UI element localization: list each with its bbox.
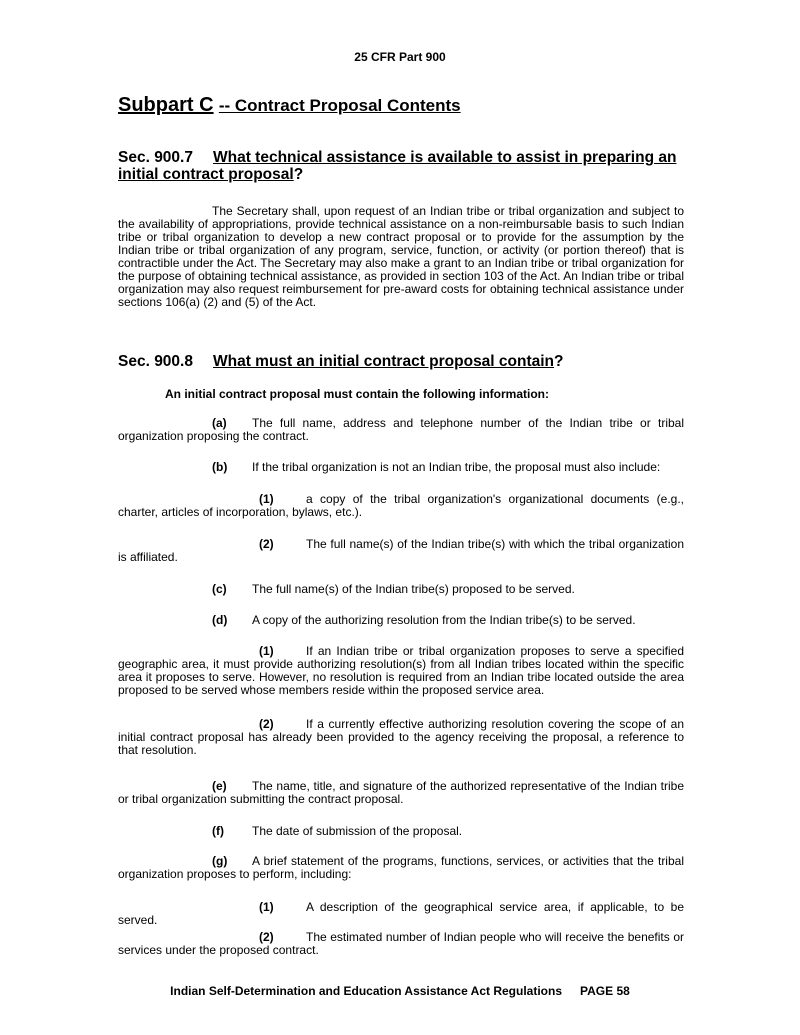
item-label: (2) xyxy=(259,717,274,731)
item-label: (1) xyxy=(259,900,274,914)
item-label: (c) xyxy=(212,582,227,596)
item-label: (1) xyxy=(259,492,274,506)
item-b xyxy=(118,461,684,474)
section-900-7-heading xyxy=(118,149,688,183)
section-900-8-heading xyxy=(118,353,688,370)
page-number: PAGE 58 xyxy=(580,984,630,998)
subpart-title xyxy=(118,94,718,117)
question-mark: ? xyxy=(293,166,304,183)
subpart-heading: -- Contract Proposal Contents xyxy=(218,96,461,115)
item-label: (d) xyxy=(212,613,228,627)
item-label: (a) xyxy=(212,416,227,430)
item-label: (f) xyxy=(212,824,224,838)
item-text: The estimated number of Indian people who will receive the benefits or services under the proposed contract. xyxy=(118,930,684,957)
item-g xyxy=(118,855,684,881)
item-b-1 xyxy=(118,493,684,519)
item-label: (e) xyxy=(212,779,227,793)
item-a xyxy=(118,417,684,443)
item-text: A brief statement of the programs, functions, services, or activities that the tribal organization proposes to perform, including: xyxy=(118,854,684,881)
item-text: The full name(s) of the Indian tribe(s) with which the tribal organization is affiliated. xyxy=(118,537,684,564)
item-d xyxy=(118,614,684,627)
item-text: A description of the geographical service area, if applicable, to be served. xyxy=(118,900,684,927)
item-text: The full name(s) of the Indian tribe(s) proposed to be served. xyxy=(252,582,575,596)
item-label: (g) xyxy=(212,854,228,868)
item-text: A copy of the authorizing resolution from the Indian tribe(s) to be served. xyxy=(252,613,636,627)
item-text: If a currently effective authorizing resolution covering the scope of an initial contract proposal has already been provided to the agency receiving the proposal, a reference to that resolution. xyxy=(118,717,684,757)
item-text: If an Indian tribe or tribal organization proposes to serve a specified geographic area, it must provide authorizing resolution(s) from all Indian tribes located within the specific area it proposes to serve. However, no resolution is required from an Indian tribe located outside the area proposed to be served whose members reside within the proposed service area. xyxy=(118,644,684,697)
section-900-7-body: The Secretary shall, upon request of an Indian tribe or tribal organization and subject to the availability of appropriations, provide technical assistance on a non-reimbursable basis to such Indian tribe or tribal organization to develop a new contract proposal or to provide for the assumption by the Indian tribe or tribal organization of any program, service, function, or activity (or portion thereof) that is contractible under the Act. The Secretary may also make a grant to an Indian tribe or tribal organization for the purpose of obtaining technical assistance, as provided in section 103 of the Act. An Indian tribe or tribal organization may also request reimbursement for pre-award costs for obtaining technical assistance under sections 106(a) (2) and (5) of the Act. xyxy=(118,204,684,309)
item-b-2 xyxy=(118,538,684,564)
section-question: What must an initial contract proposal contain xyxy=(213,353,555,370)
item-text: a copy of the tribal organization's organizational documents (e.g., charter, articles of incorporation, bylaws, etc.). xyxy=(118,492,684,519)
item-label: (1) xyxy=(259,644,274,658)
section-question: What technical assistance is available to assist in preparing an initial contract proposal xyxy=(118,149,677,183)
section-number: Sec. 900.7 xyxy=(118,149,193,166)
item-label: (b) xyxy=(212,460,228,474)
item-d-1 xyxy=(118,645,684,697)
item-d-2 xyxy=(118,718,684,757)
item-c xyxy=(118,583,684,596)
item-f xyxy=(118,825,684,838)
question-mark: ? xyxy=(554,353,564,370)
item-text: If the tribal organization is not an Indian tribe, the proposal must also include: xyxy=(252,460,661,474)
subpart-label: Subpart C xyxy=(118,94,214,116)
item-g-1 xyxy=(118,901,684,927)
page-footer xyxy=(0,984,800,998)
item-label: (2) xyxy=(259,930,274,944)
item-g-2 xyxy=(118,931,684,957)
section-number: Sec. 900.8 xyxy=(118,353,193,370)
section-900-8-lead: An initial contract proposal must contain the following information: xyxy=(165,387,549,401)
item-text: The date of submission of the proposal. xyxy=(252,824,463,838)
page-header: 25 CFR Part 900 xyxy=(354,50,446,64)
footer-title: Indian Self-Determination and Education Assistance Act Regulations xyxy=(170,984,563,998)
item-label: (2) xyxy=(259,537,274,551)
item-text: The name, title, and signature of the authorized representative of the Indian tribe or tribal organization submitting the contract proposal. xyxy=(118,779,684,806)
item-e xyxy=(118,780,684,806)
item-text: The full name, address and telephone number of the Indian tribe or tribal organization proposing the contract. xyxy=(118,416,684,443)
